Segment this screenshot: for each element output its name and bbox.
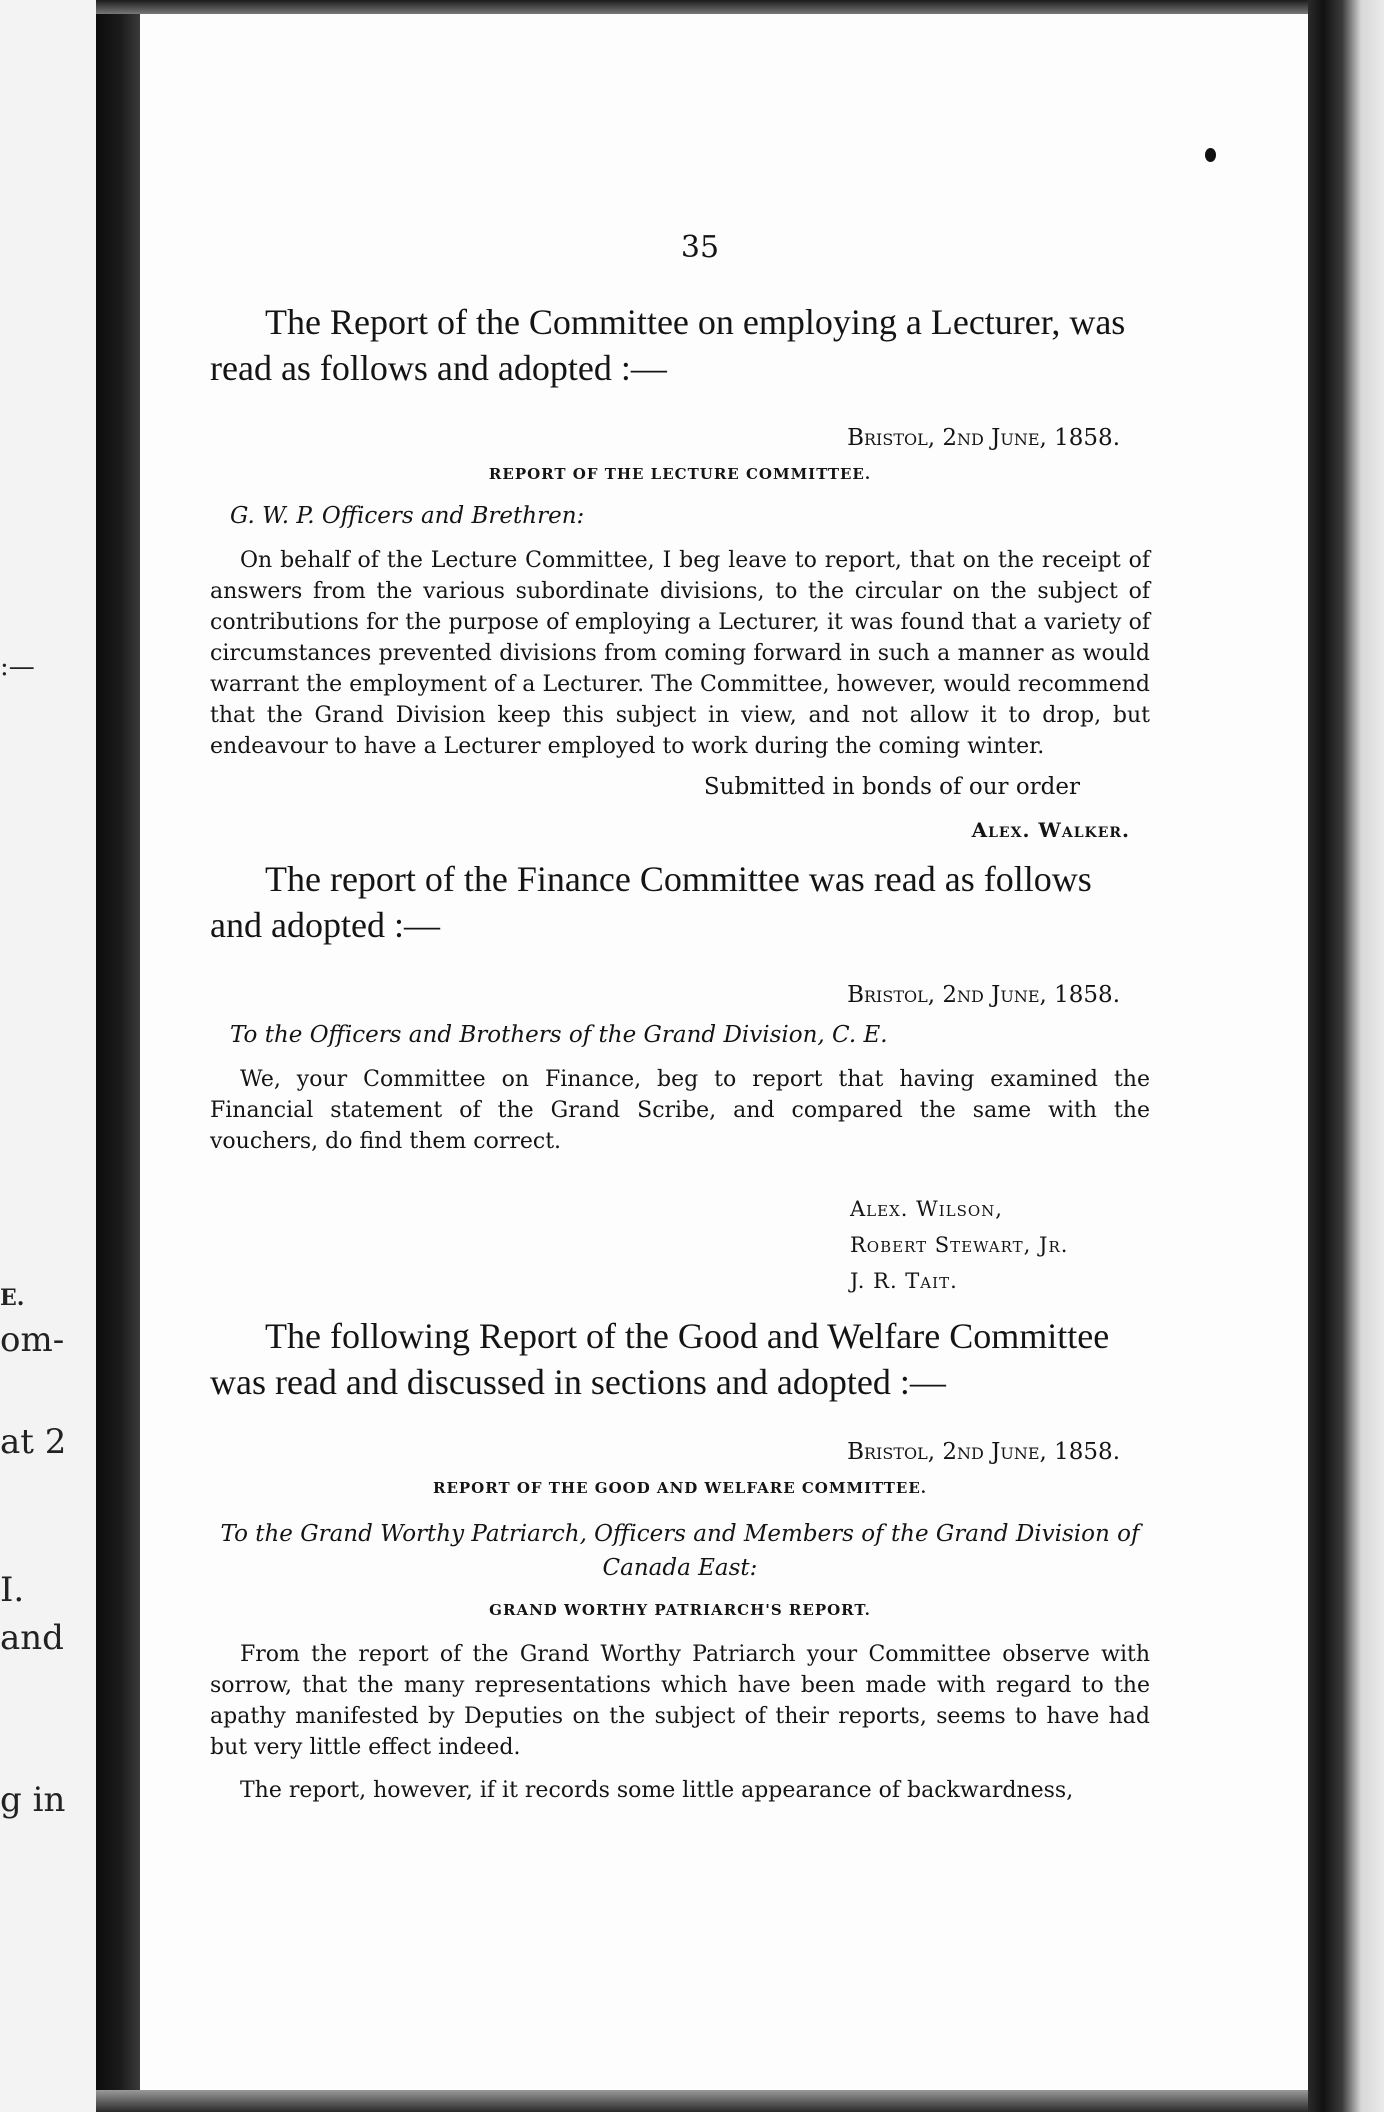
ink-spot — [1205, 148, 1216, 162]
bleed-text: E. — [0, 1285, 25, 1311]
finance-committee-section — [210, 856, 1150, 1299]
report-date: Bristol, 2nd June, 1858. — [847, 982, 1120, 1008]
bleed-text: g in — [0, 1780, 66, 1820]
report-subtitle: GRAND WORTHY PATRIARCH'S REPORT. — [489, 1601, 871, 1619]
closing-line: Submitted in bonds of our order — [703, 774, 1080, 800]
report-body: On behalf of the Lecture Committee, I beg leave to report, that on the receipt of answers from the various subordinate divisions, to the circular on the subject of contributions for the purpose of employing a Lecturer, it was found that a variety of circumstances prevented divisions from coming forward in such a manner as would warrant the employment of a Lecturer. The Committee, however, would recommend that the Grand Division keep this subject in view, and not allow it to drop, but endeavour to have a Lecturer employed to work during the coming winter. — [210, 548, 1150, 759]
report-body: We, your Committee on Finance, beg to report that having examined the Financial statement of the Grand Scribe, and compared the same with the vouchers, do find them correct. — [210, 1067, 1150, 1154]
bleed-text: at 2 — [0, 1422, 67, 1462]
page-bottom-edge — [96, 2090, 1308, 2112]
section-heading: The following Report of the Good and Welfare Committee was read and discussed in sections and adopted :— — [210, 1316, 1110, 1402]
bleed-text: and — [0, 1618, 64, 1658]
welfare-committee-section — [210, 1313, 1150, 1806]
report-body: The report, however, if it records some little appearance of backwardness, — [240, 1778, 1074, 1803]
page-content — [210, 230, 1150, 1818]
bleed-text: :— — [0, 652, 35, 682]
salutation: To the Officers and Brothers of the Grand Division, C. E. — [230, 1022, 888, 1048]
section-heading: The report of the Finance Committee was read as follows and adopted :— — [210, 859, 1092, 945]
page-top-edge — [96, 0, 1308, 14]
lecture-committee-section — [210, 299, 1150, 842]
left-page-strip — [0, 0, 96, 2112]
signatory-list — [850, 1191, 1150, 1299]
bleed-text: I. — [0, 1570, 25, 1610]
signatory: Alex. Walker. — [971, 818, 1130, 842]
signatory: J. R. Tait. — [850, 1269, 958, 1293]
report-body: From the report of the Grand Worthy Patriarch your Committee observe with sorrow, that the many representations which have been made with regard to the apathy manifested by Deputies on the subject of their reports, seems to have had but very little effect indeed. — [210, 1642, 1150, 1760]
page-right-edge — [1308, 0, 1384, 2112]
signatory: Alex. Wilson, — [850, 1197, 1003, 1221]
salutation: G. W. P. Officers and Brethren: — [230, 503, 585, 529]
book-gutter — [96, 0, 140, 2112]
signatory: Robert Stewart, Jr. — [850, 1233, 1069, 1257]
report-title: REPORT OF THE GOOD AND WELFARE COMMITTEE. — [433, 1479, 927, 1497]
bleed-text: om- — [0, 1320, 65, 1360]
page-number: 35 — [680, 230, 720, 265]
report-date: Bristol, 2nd June, 1858. — [847, 1439, 1120, 1465]
report-title: REPORT OF THE LECTURE COMMITTEE. — [488, 465, 872, 483]
salutation: To the Grand Worthy Patriarch, Officers and Members of the Grand Division of Canada East: — [220, 1521, 1140, 1581]
report-date: Bristol, 2nd June, 1858. — [847, 425, 1120, 451]
section-heading: The Report of the Committee on employing a Lecturer, was read as follows and adopted :— — [210, 302, 1126, 388]
